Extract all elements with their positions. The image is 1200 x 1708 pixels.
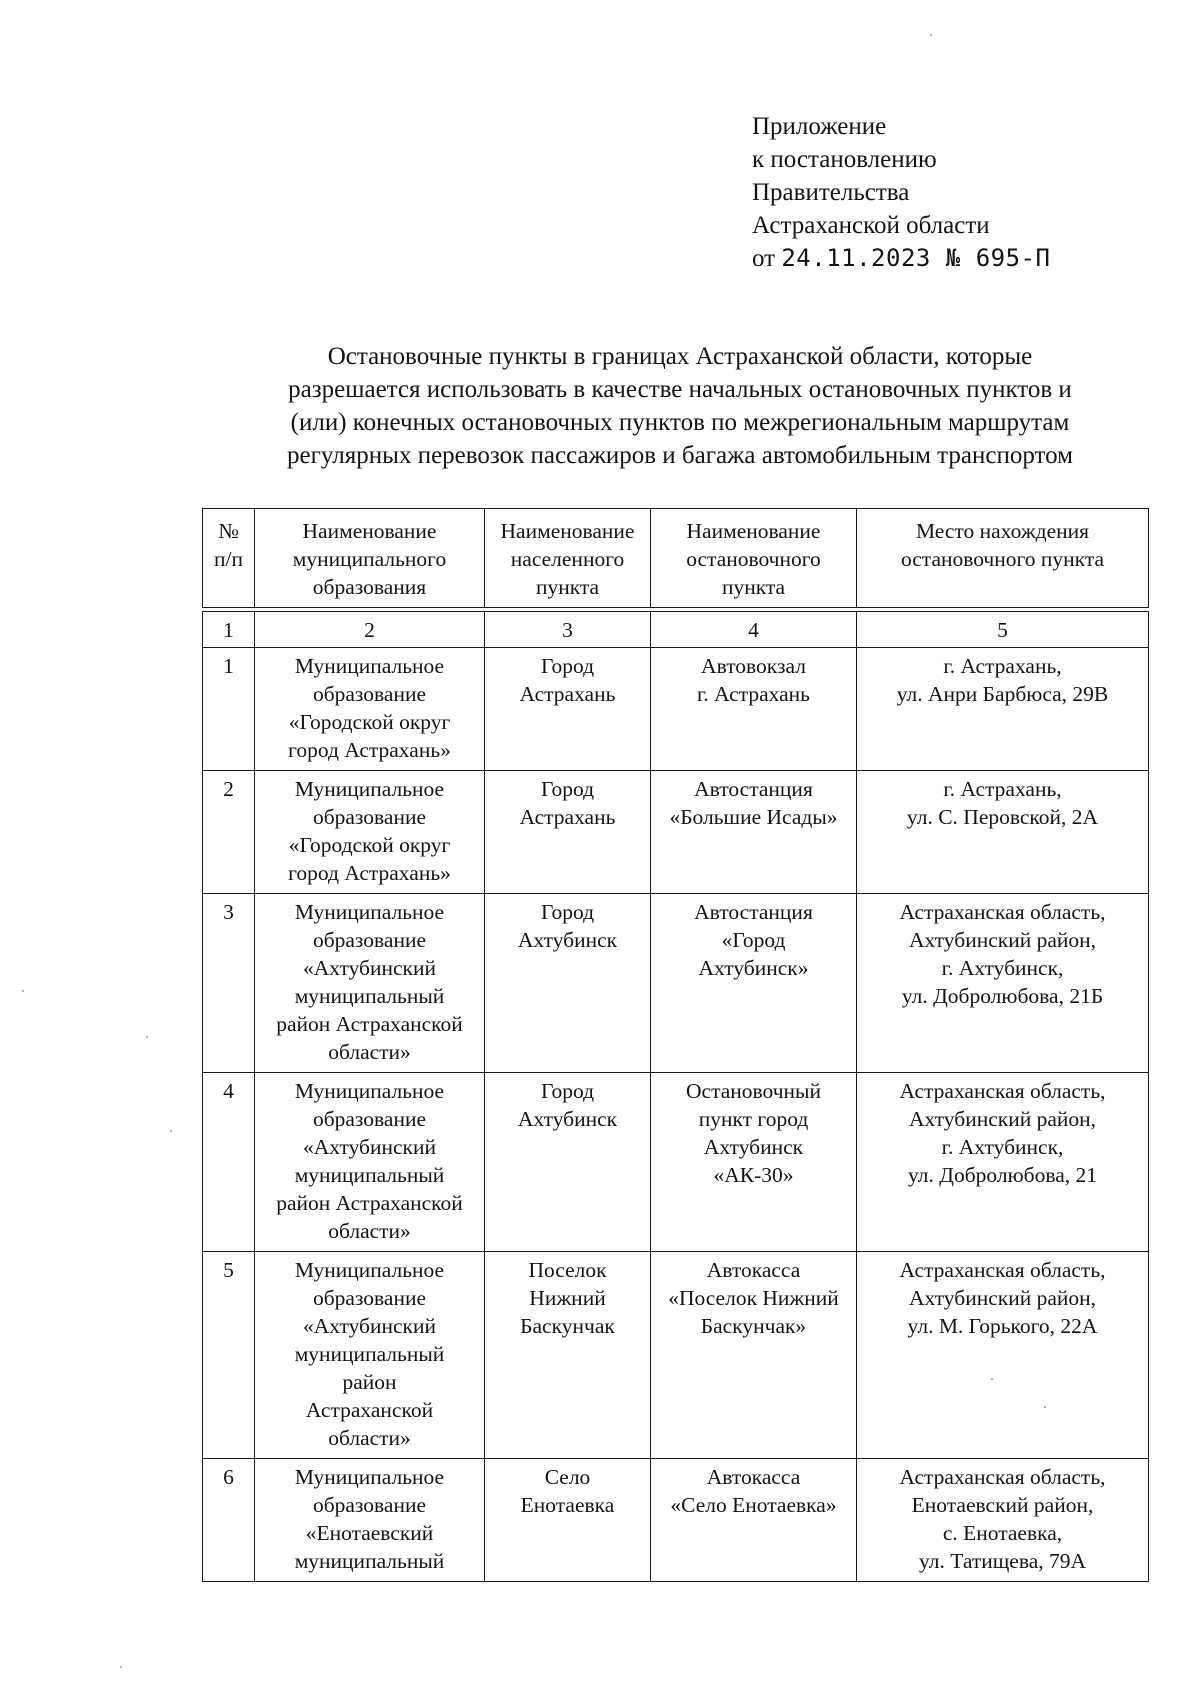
row-number: 3 bbox=[203, 894, 255, 1073]
stop-name: Автокасса «Село Енотаевка» bbox=[651, 1459, 857, 1582]
appendix-block bbox=[752, 110, 1050, 275]
column-header: Наименование муниципального образования bbox=[255, 509, 485, 608]
stop-address: Астраханская область, Ахтубинский район, г. Ахтубинск, ул. Добролюбова, 21 bbox=[857, 1073, 1149, 1252]
stop-name: Автовокзал г. Астрахань bbox=[651, 648, 857, 771]
scan-speck bbox=[991, 1378, 993, 1380]
municipality-name: Муниципальное образование «Ахтубинский муниципальный район Астраханской области» bbox=[255, 1073, 485, 1252]
title-line: регулярных перевозок пассажиров и багажа автомобильным транспортом bbox=[287, 442, 1073, 469]
stop-address: Астраханская область, Ахтубинский район, г. Ахтубинск, ул. Добролюбова, 21Б bbox=[857, 894, 1149, 1073]
stop-name: Остановочный пункт город Ахтубинск «АК-30» bbox=[651, 1073, 857, 1252]
title-line: Остановочные пункты в границах Астраханской области, которые bbox=[327, 343, 1033, 370]
column-number: 1 bbox=[203, 612, 255, 648]
stop-address: г. Астрахань, ул. С. Перовской, 2А bbox=[857, 771, 1149, 894]
stop-address: г. Астрахань, ул. Анри Барбюса, 29В bbox=[857, 648, 1149, 771]
row-number: 1 bbox=[203, 648, 255, 771]
table-body bbox=[203, 608, 1149, 1582]
scan-speck bbox=[120, 1666, 122, 1668]
table-row bbox=[203, 771, 1149, 894]
appendix-date-line bbox=[752, 242, 1050, 275]
settlement-name: Поселок Нижний Баскунчак bbox=[485, 1252, 651, 1459]
column-header: Наименование населенного пункта bbox=[485, 509, 651, 608]
table-row bbox=[203, 648, 1149, 771]
stop-address: Астраханская область, Енотаевский район, с. Енотаевка, ул. Татищева, 79А bbox=[857, 1459, 1149, 1582]
column-numbers-row bbox=[203, 612, 1149, 648]
settlement-name: Город Астрахань bbox=[485, 771, 651, 894]
document-title bbox=[210, 340, 1150, 472]
appendix-line: к постановлению bbox=[752, 146, 937, 173]
scan-speck bbox=[1044, 1406, 1046, 1408]
scan-speck bbox=[930, 34, 932, 36]
table-row bbox=[203, 1252, 1149, 1459]
settlement-name: Город Ахтубинск bbox=[485, 1073, 651, 1252]
column-header: Место нахождения остановочного пункта bbox=[857, 509, 1149, 608]
column-number: 5 bbox=[857, 612, 1149, 648]
table-row bbox=[203, 1073, 1149, 1252]
row-number: 4 bbox=[203, 1073, 255, 1252]
column-header: № п/п bbox=[203, 509, 255, 608]
column-number: 2 bbox=[255, 612, 485, 648]
stop-name: Автостанция «Город Ахтубинск» bbox=[651, 894, 857, 1073]
municipality-name: Муниципальное образование «Городской округ город Астрахань» bbox=[255, 771, 485, 894]
table-row bbox=[203, 1459, 1149, 1582]
title-line: разрешается использовать в качестве начальных остановочных пунктов и bbox=[288, 376, 1072, 403]
appendix-date-prefix: от bbox=[752, 245, 776, 272]
settlement-name: Село Енотаевка bbox=[485, 1459, 651, 1582]
title-line: (или) конечных остановочных пунктов по межрегиональным маршрутам bbox=[290, 409, 1070, 436]
stops-table bbox=[202, 508, 1149, 1582]
row-number: 6 bbox=[203, 1459, 255, 1582]
column-number: 4 bbox=[651, 612, 857, 648]
scan-speck bbox=[22, 990, 24, 992]
municipality-name: Муниципальное образование «Городской округ город Астрахань» bbox=[255, 648, 485, 771]
row-number: 5 bbox=[203, 1252, 255, 1459]
settlement-name: Город Астрахань bbox=[485, 648, 651, 771]
appendix-line: Астраханской области bbox=[752, 212, 990, 239]
municipality-name: Муниципальное образование «Ахтубинский муниципальный район Астраханской области» bbox=[255, 1252, 485, 1459]
table-row bbox=[203, 894, 1149, 1073]
stop-name: Автокасса «Поселок Нижний Баскунчак» bbox=[651, 1252, 857, 1459]
table-header-row bbox=[203, 509, 1149, 608]
appendix-line: Правительства bbox=[752, 179, 910, 206]
settlement-name: Город Ахтубинск bbox=[485, 894, 651, 1073]
scan-speck bbox=[170, 1130, 172, 1132]
appendix-date-number: 24.11.2023 № 695-П bbox=[781, 244, 1051, 272]
row-number: 2 bbox=[203, 771, 255, 894]
stop-name: Автостанция «Большие Исады» bbox=[651, 771, 857, 894]
column-header: Наименование остановочного пункта bbox=[651, 509, 857, 608]
municipality-name: Муниципальное образование «Енотаевский муниципальный bbox=[255, 1459, 485, 1582]
appendix-line: Приложение bbox=[752, 113, 887, 140]
scan-speck bbox=[146, 1036, 148, 1038]
column-number: 3 bbox=[485, 612, 651, 648]
stop-address: Астраханская область, Ахтубинский район, ул. М. Горького, 22А bbox=[857, 1252, 1149, 1459]
municipality-name: Муниципальное образование «Ахтубинский муниципальный район Астраханской области» bbox=[255, 894, 485, 1073]
